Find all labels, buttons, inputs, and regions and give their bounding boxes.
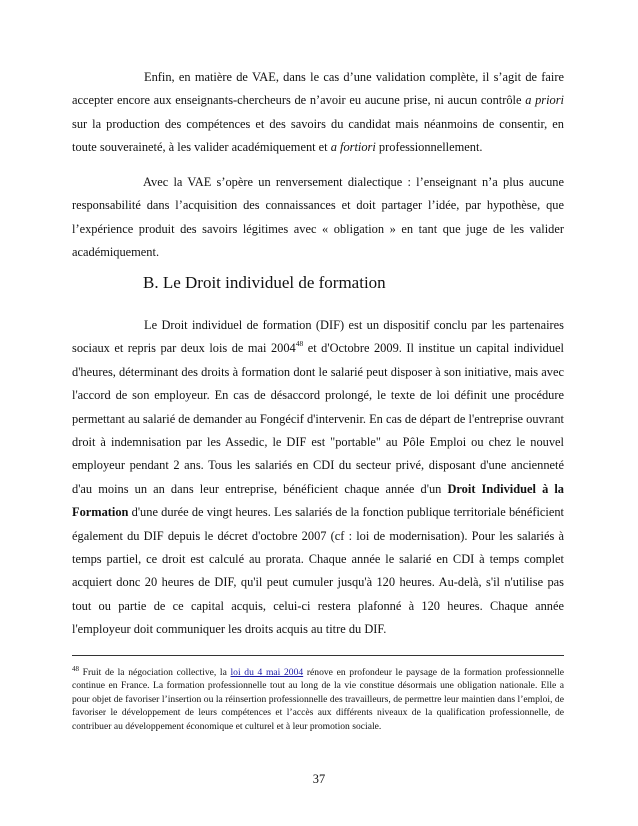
text-run: et d'Octobre 2009. Il institue un capital individuel d'heures, déterminant des droits à formation dont le salarié peut disposer à son initiative, mais avec l'accord de son employeur. En cas de désaccord prolongé, le texte de loi définit une procédure permettant au salarié de demander au Fongécif d'intervenir. En cas de départ de l'entreprise ouvrant droit à indemnisation par les Assedic, le DIF est "portable" au Pôle Emploi ou chez le nouvel employeur pendant 2 ans. Tous les salariés en CDI du secteur privé, disposant d'une ancienneté d'au moins un an dans leur entreprise, bénéficient chaque année d'un — [72, 341, 564, 496]
text-run: professionnellement. — [375, 140, 483, 155]
paragraph-vae-validation — [72, 66, 564, 160]
text-run: Enfin, en matière de VAE, dans le cas d’une validation complète, il s’agit de faire accepter encore aux enseignants-chercheurs de n’avoir eu aucune prise, ni aucun contrôle — [72, 70, 564, 108]
footnote-separator — [72, 655, 564, 656]
footnote-reference[interactable]: 48 — [295, 339, 304, 349]
bold-dif-term: Droit Individuel à la Formation — [72, 481, 565, 520]
italic-a-fortiori: a fortiori — [330, 140, 376, 155]
section-heading: B. Le Droit individuel de formation — [143, 273, 386, 292]
footnote-text: rénove en profondeur le paysage de la formation professionnelle continue en France. La formation professionnelle tout au long de la vie constitue désormais une obligation nationale. Elle a pour objet de favoriser l’insertion ou la réinsertion professionnelle des travailleurs, de permettre leur maintien dans l’emploi, de favoriser le développement de leurs compétences et l’accès aux différents niveaux de la qualification professionnelle, de contribuer au développement économique et culturel et à leur promotion sociale. — [72, 667, 564, 732]
law-link[interactable]: loi du 4 mai 2004 — [230, 667, 304, 678]
text-run: Le Droit individuel de formation (DIF) est un dispositif conclu par les partenaires sociaux et repris par deux lois de mai 2004 — [72, 318, 564, 356]
paragraph-dialectic-reversal — [72, 171, 564, 265]
paragraph-dif-description — [72, 314, 564, 642]
page-number: 37 — [312, 772, 326, 786]
italic-a-priori: a priori — [525, 93, 564, 108]
footnote-text: Fruit de la négociation collective, la — [79, 667, 231, 678]
text-run: d'une durée de vingt heures. Les salariés de la fonction publique territoriale bénéficient également du DIF depuis le décret d'octobre 2007 (cf : loi de modernisation). Pour les salariés à temps partiel, ce droit est calculé au prorata. Chaque année le salarié en CDI à temps complet acquiert donc 20 heures de DIF, qu'il peut cumuler jusqu'à 120 heures. Au-delà, s'il n'utilise pas tout ou partie de ce capital acquis, celui-ci restera plafonné à 120 heures. Chaque année l'employeur doit communiquer les droits acquis au titre du DIF. — [72, 505, 564, 637]
footnote-48 — [72, 666, 564, 733]
text-run: Avec la VAE s’opère un renversement dialectique : l’enseignant n’a plus aucune responsabilité dans l’acquisition des connaissances et doit partager l’idée, par hypothèse, que l’expérience produit des savoirs légitimes avec « obligation » en tant que juge de les valider académiquement. — [72, 175, 564, 260]
footnote-number: 48 — [72, 665, 79, 673]
text-run: sur la production des compétences et des savoirs du candidat mais néanmoins de consentir, en toute souveraineté, à les valider académiquement et — [72, 116, 564, 155]
